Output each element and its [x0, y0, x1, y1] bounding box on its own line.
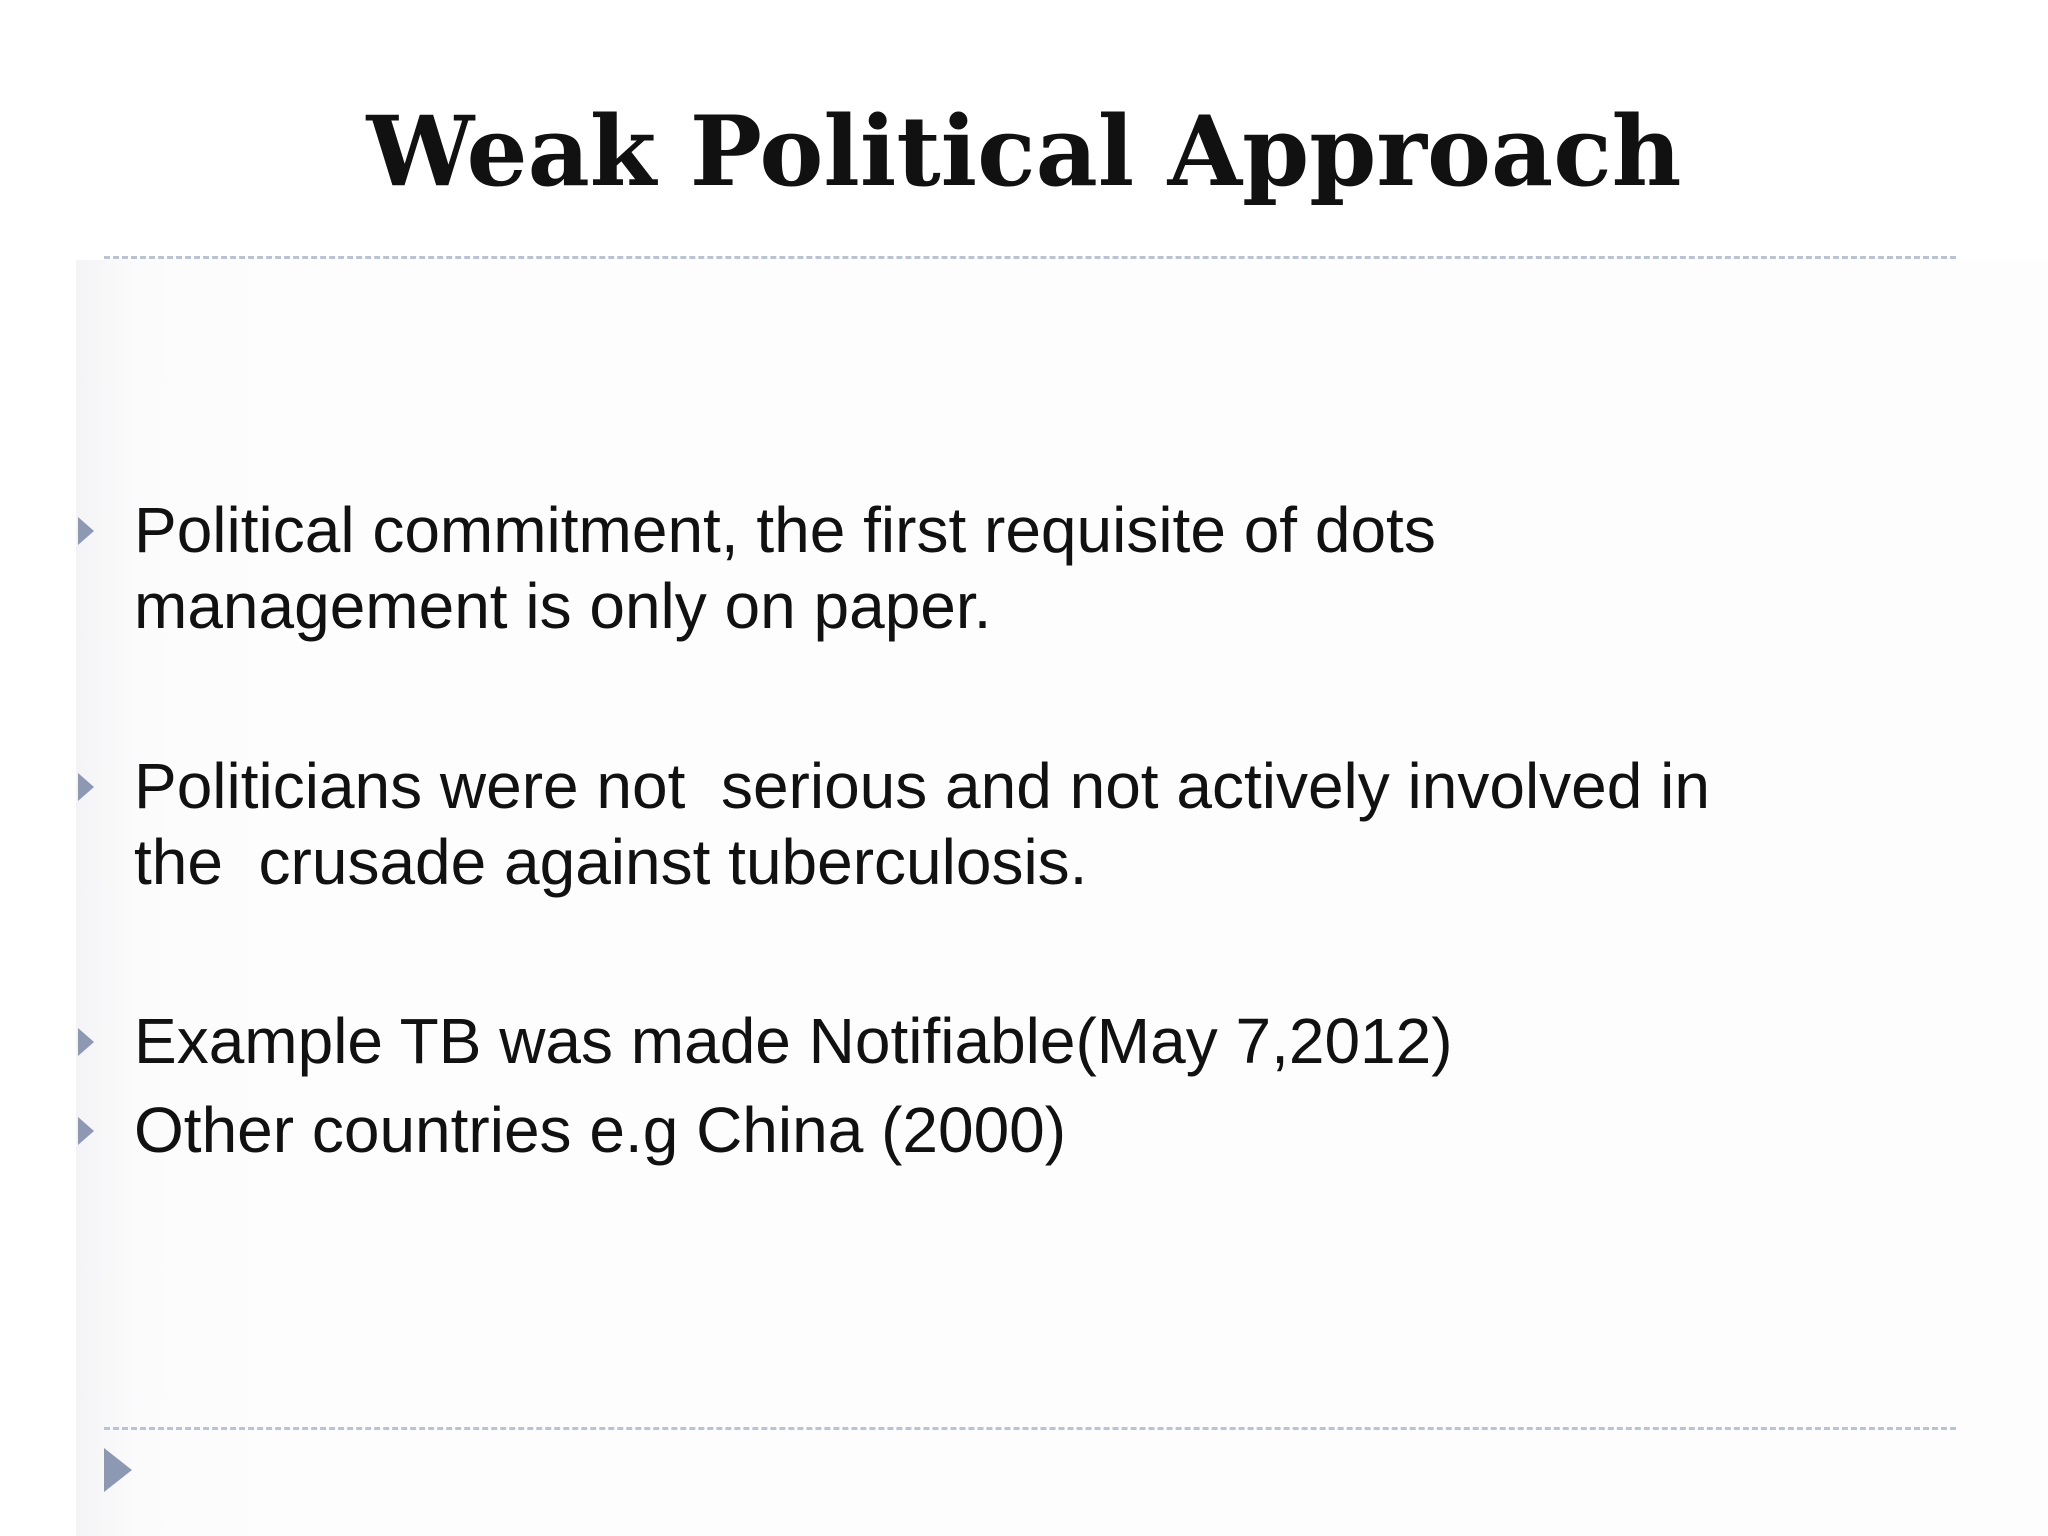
bullet-text: Political commitment, the first requisite of dots management is only on paper.: [134, 494, 1436, 642]
bullet-text: Example TB was made Notifiable(May 7,2012): [134, 1005, 1453, 1077]
bottom-divider: [104, 1427, 1956, 1430]
bullet-text: Politicians were not serious and not actively involved in the crusade against tuberculosis.: [134, 750, 1710, 898]
triangle-bullet-icon: [78, 1117, 94, 1145]
triangle-bullet-icon: [78, 1028, 94, 1056]
triangle-bullet-icon: [78, 517, 94, 545]
triangle-bullet-icon: [78, 773, 94, 801]
bullet-text: Other countries e.g China (2000): [134, 1094, 1067, 1166]
next-slide-arrow-icon[interactable]: [104, 1448, 132, 1492]
slide-title: Weak Political Approach: [366, 95, 1682, 208]
